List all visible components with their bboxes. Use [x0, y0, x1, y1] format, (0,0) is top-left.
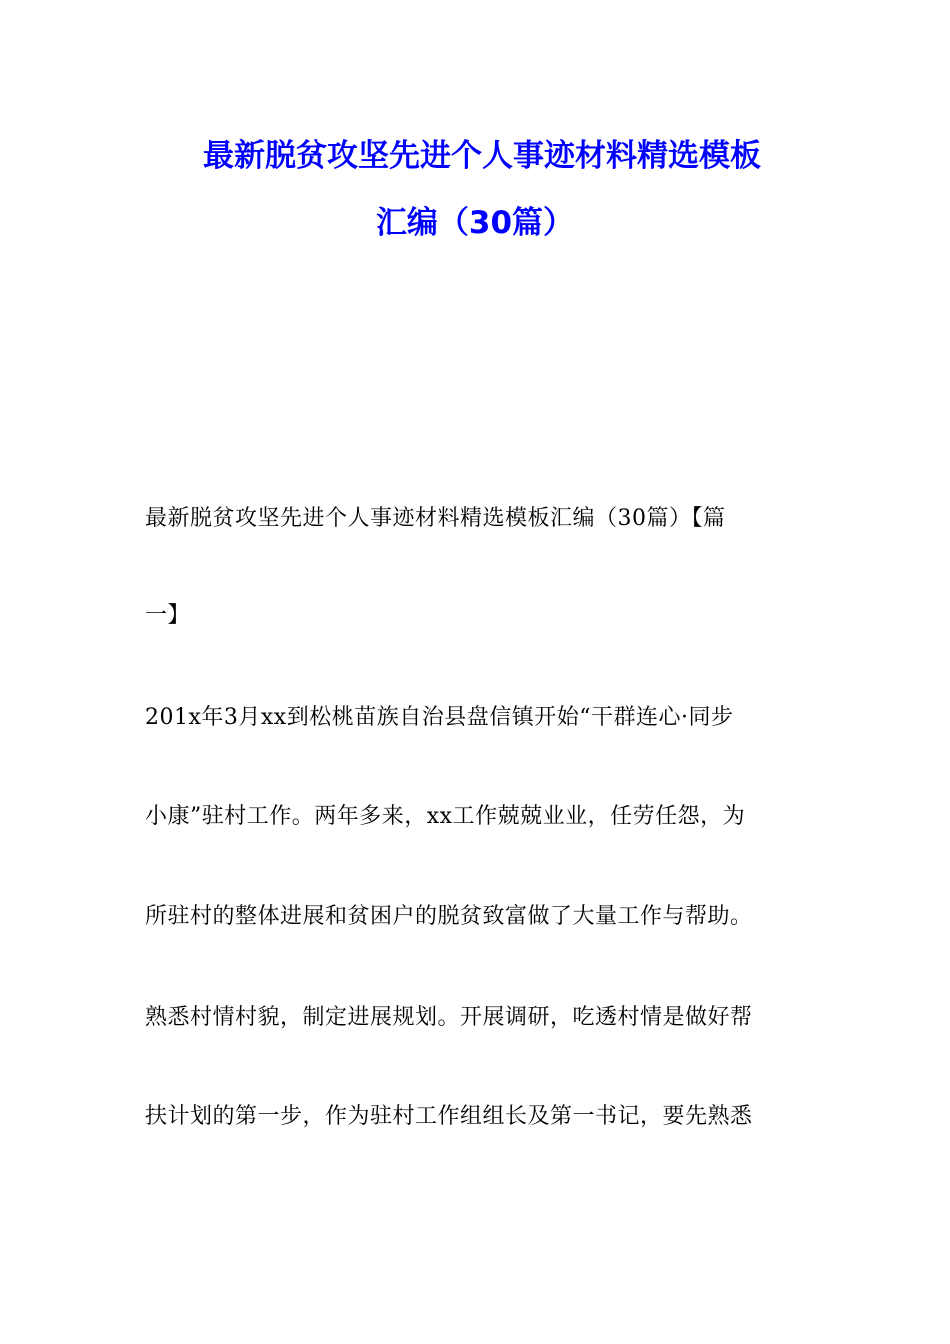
body-paragraph-line: 熟悉村情村貌，制定进展规划。开展调研，吃透村情是做好帮	[145, 1005, 753, 1030]
body-paragraph-line: 扶计划的第一步，作为驻村工作组组长及第一书记，要先熟悉	[145, 1104, 753, 1129]
document-title-line-1: 最新脱贫攻坚先进个人事迹材料精选模板	[203, 138, 761, 174]
document-title-line-2: 汇编（30篇）	[375, 205, 575, 241]
body-paragraph-line: 小康”驻村工作。两年多来，xx工作兢兢业业，任劳任怨，为	[145, 804, 746, 829]
body-paragraph-line: 最新脱贫攻坚先进个人事迹材料精选模板汇编（30篇）【篇	[145, 506, 726, 531]
body-paragraph-line: 一】	[145, 603, 191, 628]
body-paragraph-line: 所驻村的整体进展和贫困户的脱贫致富做了大量工作与帮助。	[145, 904, 753, 929]
body-paragraph-line: 201x年3月xx到松桃苗族自治县盘信镇开始“干群连心·同步	[145, 705, 734, 730]
